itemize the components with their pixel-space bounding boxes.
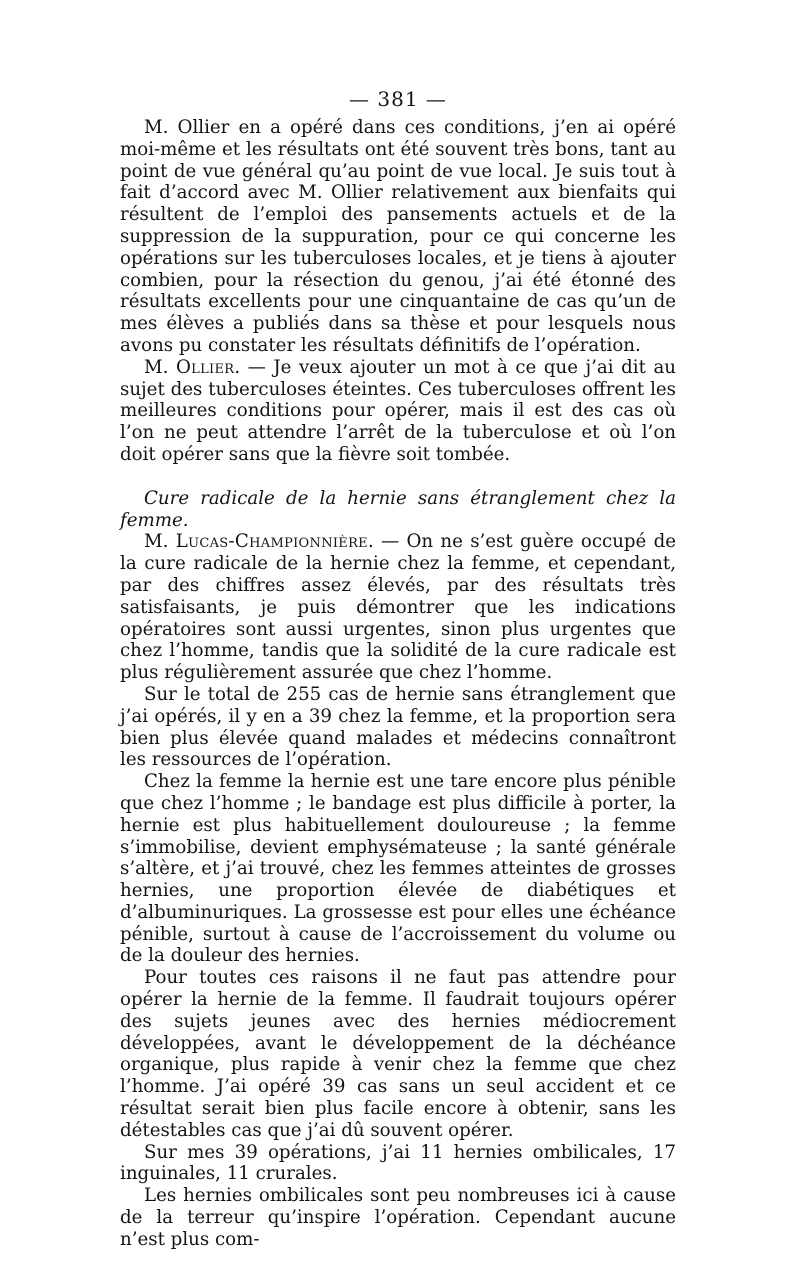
paragraph-2 xyxy=(120,357,676,466)
paragraph-3 xyxy=(120,531,676,684)
paragraph-2-text: . — Je veux ajouter un mot à ce que j’ai dit au sujet des tuberculoses éteintes. Ces tuberculoses offrent les meilleures conditions pour opérer, mais il est des cas où l’on ne peut attendre l’arrêt de la tuberculose et où l’on doit opérer sans que la fièvre soit tombée. xyxy=(120,356,676,465)
paragraph-7: Sur mes 39 opérations, j’ai 11 hernies ombilicales, 17 inguinales, 11 crurales. xyxy=(120,1141,676,1185)
paragraph-3-text: . — On ne s’est guère occupé de la cure radicale de la hernie chez la femme, et cependant, par des chiffres assez élevés, par des résultats très satisfaisants, je puis démontrer que les indications opératoires sont aussi urgentes, sinon plus urgentes que chez l’homme, tandis que la solidité de la cure radicale est plus régulièrement assurée que chez l’homme. xyxy=(120,531,677,684)
page-body xyxy=(120,117,676,1251)
paragraph-8: Les hernies ombilicales sont peu nombreuses ici à cause de la terreur qu’inspire l’opération. Cependant aucune n’est plus com- xyxy=(120,1185,676,1250)
page-number: — 381 — xyxy=(349,87,447,111)
speaker-prefix: M. xyxy=(144,531,176,553)
paragraph-1: M. Ollier en a opéré dans ces conditions, j’en ai opéré moi-même et les résultats ont été souvent très bons, tant au point de vue général qu’au point de vue local. Je suis tout à fait d’accord avec M. Ollier relativement aux bienfaits qui résultent de l’emploi des pansements actuels et de la suppression de la suppuration, pour ce qui concerne les opérations sur les tuberculoses locales, et je tiens à ajouter combien, pour la résection du genou, j’ai été étonné des résultats excellents pour une cinquantaine de cas qu’un de mes élèves a publiés dans sa thèse et pour lesquels nous avons pu constater les résultats définitifs de l’opération. xyxy=(120,117,676,356)
paragraph-4: Sur le total de 255 cas de hernie sans étranglement que j’ai opérés, il y en a 39 chez la femme, et la proportion sera bien plus élevée quand malades et médecins connaîtront les ressources de l’opération. xyxy=(120,683,676,771)
section-title: Cure radicale de la hernie sans étranglement chez la femme. xyxy=(120,487,676,531)
speaker-name: Ollier xyxy=(175,356,235,378)
paragraph-5: Chez la femme la hernie est une tare encore plus pénible que chez l’homme ; le bandage est plus difficile à porter, la hernie est plus habituellement douloureuse ; la femme s’immobilise, devient emphysémateuse ; la santé générale s’altère, et j’ai trouvé, chez les femmes atteintes de grosses hernies, une proportion élevée de diabétiques et d’albuminuriques. La grossesse est pour elles une échéance pénible, surtout à cause de l’accroissement du volume ou de la douleur des hernies. xyxy=(120,771,676,967)
speaker-name: Lucas-Championnière xyxy=(175,531,368,553)
paragraph-6: Pour toutes ces raisons il ne faut pas attendre pour opérer la hernie de la femme. Il faudrait toujours opérer des sujets jeunes avec des hernies médiocrement développées, avant le développement de la déchéance organique, plus rapide à venir chez la femme que chez l’homme. J’ai opéré 39 cas sans un seul accident et ce résultat serait bien plus facile encore à obtenir, sans les détestables cas que j’ai dû souvent opérer. xyxy=(120,967,676,1141)
speaker-prefix: M. xyxy=(144,356,176,378)
